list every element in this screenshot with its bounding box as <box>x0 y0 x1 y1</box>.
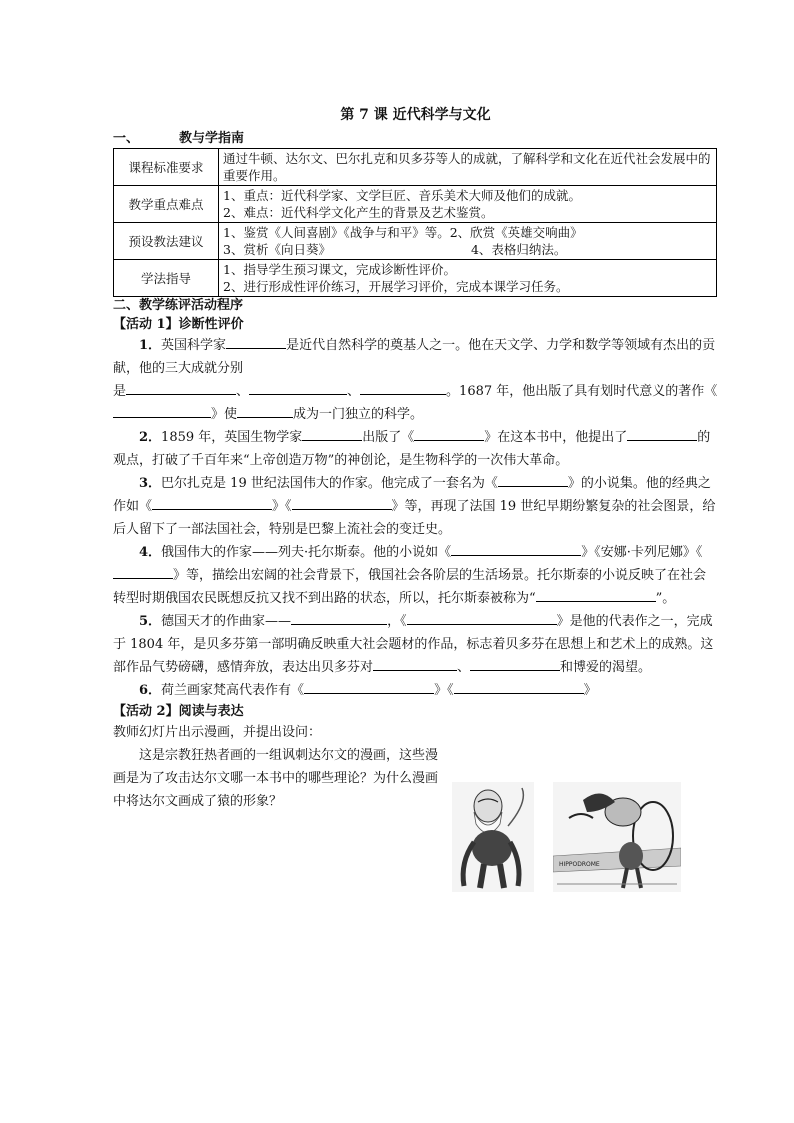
blank-field[interactable] <box>627 426 697 441</box>
blank-field[interactable] <box>414 426 484 441</box>
question-1 <box>113 334 718 380</box>
activity-2-heading: 【活动 2】阅读与表达 <box>113 704 244 719</box>
text: 、 <box>236 384 250 399</box>
row-value <box>219 223 717 260</box>
text: 》等，描绘出宏阔的社会背景下，俄国社会各阶层的生活场景。托尔斯泰的小说反映了在社会转型时期俄国农民既想反抗又找不到出路的状态，所以，托尔斯泰被称为“ <box>113 568 707 606</box>
text: 》的小说集。他的经典之作如《 <box>113 476 711 514</box>
text: 俄国伟大的作家——列夫·托尔斯泰。他的小说如《 <box>161 545 452 560</box>
blank-field[interactable] <box>302 426 362 441</box>
question-2 <box>113 426 718 472</box>
activity-1-heading: 【活动 1】诊断性评价 <box>113 317 244 332</box>
blank-field[interactable] <box>249 380 347 395</box>
text: 》使 <box>211 407 238 422</box>
question-number: 1． <box>139 338 162 353</box>
table-row <box>114 223 717 260</box>
text: 英国科学家 <box>161 338 227 353</box>
blank-field[interactable] <box>113 403 211 418</box>
question-1-cont <box>113 380 718 426</box>
question-number: 4． <box>139 545 162 560</box>
page-title: 第 7 课 近代科学与文化 <box>340 107 491 123</box>
cartoon-circus-hoop <box>553 782 681 892</box>
section-guide-heading <box>113 130 718 148</box>
text: 出版了《 <box>362 430 415 445</box>
row-line: 2、进行形成性评价练习，开展学习评价，完成本课学习任务。 <box>223 279 569 294</box>
text: 。1687 年，他出版了具有划时代意义的著作《 <box>446 384 718 399</box>
blank-field[interactable] <box>226 334 286 349</box>
section-label: 教与学指南 <box>179 131 245 146</box>
circus-hoop-illustration <box>553 782 681 892</box>
row-value <box>219 260 717 297</box>
row-key: 教学重点难点 <box>114 186 219 223</box>
text: 1859 年，英国生物学家 <box>161 430 303 445</box>
text: 》《安娜·卡列尼娜》《 <box>581 545 703 560</box>
question-number: 5． <box>139 614 162 629</box>
text: 的观点，打破了千百年来“上帝创造万物”的神创论，是生物科学的一次伟大革命。 <box>113 430 711 468</box>
blank-field[interactable] <box>291 610 387 625</box>
blank-field[interactable] <box>237 403 293 418</box>
question-6 <box>113 679 718 702</box>
darwin-ape-illustration <box>452 782 534 892</box>
row-key: 学法指导 <box>114 260 219 297</box>
table-row <box>114 186 717 223</box>
text: 、 <box>457 660 471 675</box>
row-key: 课程标准要求 <box>114 149 219 186</box>
question-number: 3． <box>139 476 162 491</box>
text: ”。 <box>655 591 676 606</box>
row-value <box>219 186 717 223</box>
question-5 <box>113 610 718 679</box>
text: 荷兰画家梵高代表作有《 <box>161 683 305 698</box>
row-line: 1、鉴赏《人间喜剧》《战争与和平》等。2、欣赏《英雄交响曲》 <box>223 225 583 240</box>
text: 》是他的代表作之一，完成于 1804 年，是贝多芬第一部明确反映重大社会题材的作品，标志着贝多芬在思想上和艺术上的成熟。这部作品气势磅礴，感情奔放，表达出贝多芬对 <box>113 614 714 675</box>
text: 和博爱的渴望。 <box>560 660 652 675</box>
guide-table <box>113 148 717 297</box>
text: 》在这本书中，他提出了 <box>484 430 628 445</box>
question-3 <box>113 472 718 541</box>
text: 、 <box>347 384 361 399</box>
blank-field[interactable] <box>113 564 173 579</box>
intro-text: 教师幻灯片出示漫画，并提出设问： <box>113 725 322 740</box>
blank-field[interactable] <box>373 656 457 671</box>
row-line-part: 3、赏析《向日葵》 <box>223 242 331 257</box>
row-line-part: 4、表格归纳法。 <box>470 242 567 257</box>
text: 是近代自然科学的奠基人之一。他在天文学、力学和数学等领域有杰出的贡献，他的三大成就分别 <box>113 338 716 376</box>
text: 》《 <box>272 499 292 514</box>
row-line <box>223 241 712 258</box>
section-number: 一、 <box>113 131 140 146</box>
blank-field[interactable] <box>536 587 656 602</box>
text: 巴尔扎克是 19 世纪法国伟大的作家。他完成了一套名为《 <box>161 476 498 491</box>
row-line: 1、指导学生预习课文，完成诊断性评价。 <box>223 262 456 277</box>
text: 是 <box>113 384 127 399</box>
question-text: 这是宗教狂热者画的一组讽刺达尔文的漫画，这些漫画是为了攻击达尔文哪一本书中的哪些理论？为什么漫画中将达尔文画成了猿的形象？ <box>113 748 439 809</box>
row-key: 预设教法建议 <box>114 223 219 260</box>
blank-field[interactable] <box>454 679 584 694</box>
table-row <box>114 260 717 297</box>
text: 》 <box>583 683 597 698</box>
blank-field[interactable] <box>360 380 446 395</box>
text: 德国天才的作曲家—— <box>161 614 292 629</box>
worksheet-page <box>113 100 718 813</box>
cartoon-banner-text: HIPPODROME <box>559 861 600 868</box>
blank-field[interactable] <box>470 656 560 671</box>
cartoon-darwin-ape <box>452 782 534 892</box>
blank-field[interactable] <box>498 472 568 487</box>
table-row <box>114 149 717 186</box>
blank-field[interactable] <box>304 679 434 694</box>
blank-field[interactable] <box>126 380 236 395</box>
blank-field[interactable] <box>407 610 557 625</box>
text: 》《 <box>434 683 454 698</box>
row-value: 通过牛顿、达尔文、巴尔扎克和贝多芬等人的成就，了解科学和文化在近代社会发展中的重要作用。 <box>219 149 717 186</box>
row-line: 2、难点：近代科学文化产生的背景及艺术鉴赏。 <box>223 205 494 220</box>
text: 成为一门独立的科学。 <box>293 407 424 422</box>
question-4 <box>113 541 718 610</box>
text: ，《 <box>387 614 407 629</box>
question-number: 2． <box>139 430 162 445</box>
question-number: 6． <box>139 683 162 698</box>
blank-field[interactable] <box>292 495 392 510</box>
text: 》等，再现了法国 19 世纪早期纷繁复杂的社会图景，给后人留下了一部法国社会，特别是巴黎上流社会的变迁史。 <box>113 499 716 537</box>
activity-2-body <box>113 721 443 813</box>
section-activities-heading: 二、教学练评活动程序 <box>113 298 244 313</box>
blank-field[interactable] <box>451 541 581 556</box>
blank-field[interactable] <box>152 495 272 510</box>
row-line: 1、重点：近代科学家、文学巨匠、音乐美术大师及他们的成就。 <box>223 188 581 203</box>
